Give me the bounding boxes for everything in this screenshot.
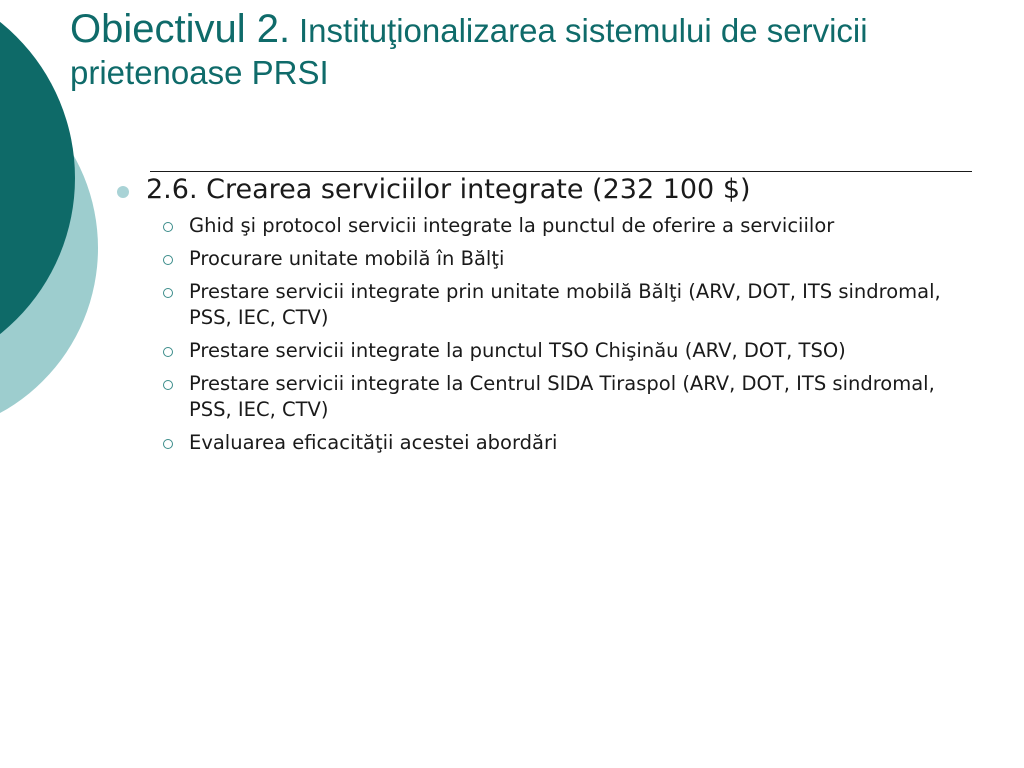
ring-bullet-icon	[163, 222, 173, 232]
sub-bullet-item	[163, 279, 978, 331]
ring-bullet-icon	[163, 380, 173, 390]
sub-bullet-item	[163, 430, 978, 456]
sub-bullet-text: Procurare unitate mobilă în Bălţi	[189, 247, 505, 270]
sub-bullet-text: Ghid şi protocol servicii integrate la punctul de oferire a serviciilor	[189, 214, 835, 237]
main-bullet-text: 2.6. Crearea serviciilor integrate (232 100 $)	[146, 174, 751, 205]
sub-bullet-text: Prestare servicii integrate prin unitate mobilă Bălţi (ARV, DOT, ITS sindromal, PSS, IEC, CTV)	[189, 280, 941, 329]
sub-bullet-text: Prestare servicii integrate la punctul TSO Chişinău (ARV, DOT, TSO)	[189, 339, 846, 362]
ring-bullet-icon	[163, 255, 173, 265]
sub-bullet-item	[163, 213, 978, 239]
main-bullet	[117, 173, 977, 207]
title-subtitle: Instituţionalizarea sistemului de servicii prietenoase PRSI	[70, 12, 868, 91]
ring-bullet-icon	[163, 288, 173, 298]
sub-bullet-item	[163, 371, 978, 423]
ring-bullet-icon	[163, 439, 173, 449]
sub-bullet-item	[163, 246, 978, 272]
sub-bullet-item	[163, 338, 978, 364]
sub-bullet-text: Prestare servicii integrate la Centrul SIDA Tiraspol (ARV, DOT, ITS sindromal, PSS, IEC, CTV)	[189, 372, 935, 421]
title-main: Obiectivul 2.	[70, 7, 291, 51]
ring-bullet-icon	[163, 347, 173, 357]
slide-title	[70, 8, 990, 94]
bullet-dot-icon	[117, 186, 129, 198]
sub-bullet-text: Evaluarea eficacităţii acestei abordări	[189, 431, 558, 454]
sub-bullet-list	[163, 213, 978, 463]
separator-line	[150, 171, 972, 172]
